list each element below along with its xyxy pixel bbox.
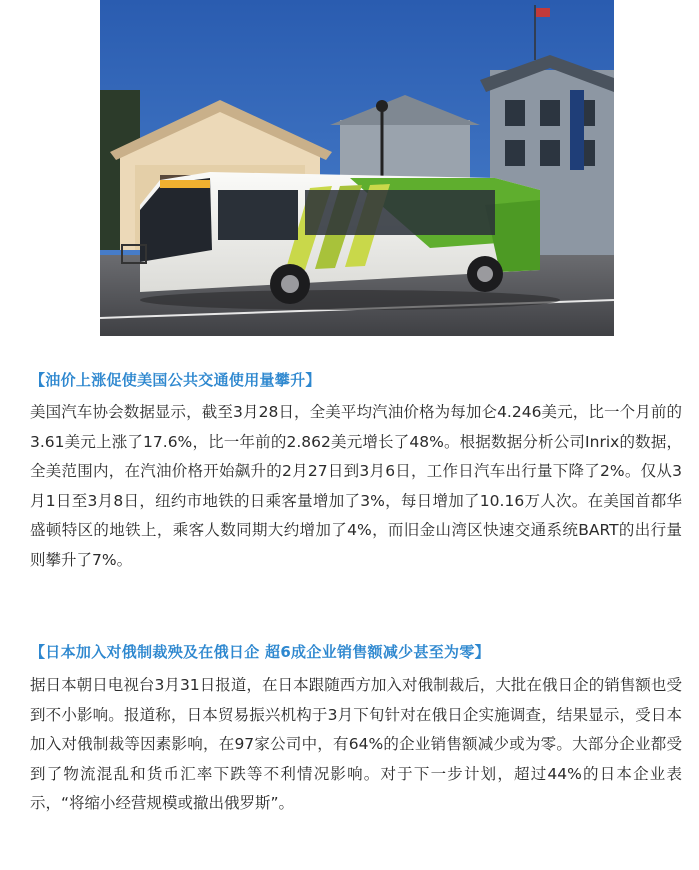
bus-photo [100,0,614,336]
city-bus-photo-icon [100,0,614,336]
section-body-japan-sanctions: 据日本朝日电视台3月31日报道，在日本跟随西方加入对俄制裁后，大批在俄日企的销售额也受到不小影响。报道称，日本贸易振兴机构于3月下旬针对在俄日企实施调查，结果显示，受日本加入对俄制裁等因素影响，在97家公司中，有64%的企业销售额减少或为零。大部分企业都受到了物流混乱和货币汇率下跌等不利情况影响。对于下一步计划，超过44%的日本企业表示，“将缩小经营规模或撤出俄罗斯”。 [30,676,682,812]
section-title-fuel-transit: 【油价上涨促使美国公共交通使用量攀升】 [30,371,321,389]
section-body-fuel-transit: 美国汽车协会数据显示，截至3月28日，全美平均汽油价格为每加仑4.246美元，比一个月前的3.61美元上涨了17.6%，比一年前的2.862美元增长了48%。根据数据分析公司Inrix的数据，全美范围内，在汽油价格开始飙升的2月27日到3月6日，工作日汽车出行量下降了2%。仅从3月1日至3月8日，纽约市地铁的日乘客量增加了3%，每日增加了10.16万人次。在美国首都华盛顿特区的地铁上，乘客人数同期大约增加了4%，而旧金山湾区快速交通系统BART的出行量则攀升了7%。 [30,403,682,569]
section-title-japan-sanctions: 【日本加入对俄制裁殃及在俄日企 超6成企业销售额减少甚至为零】 [30,643,490,661]
